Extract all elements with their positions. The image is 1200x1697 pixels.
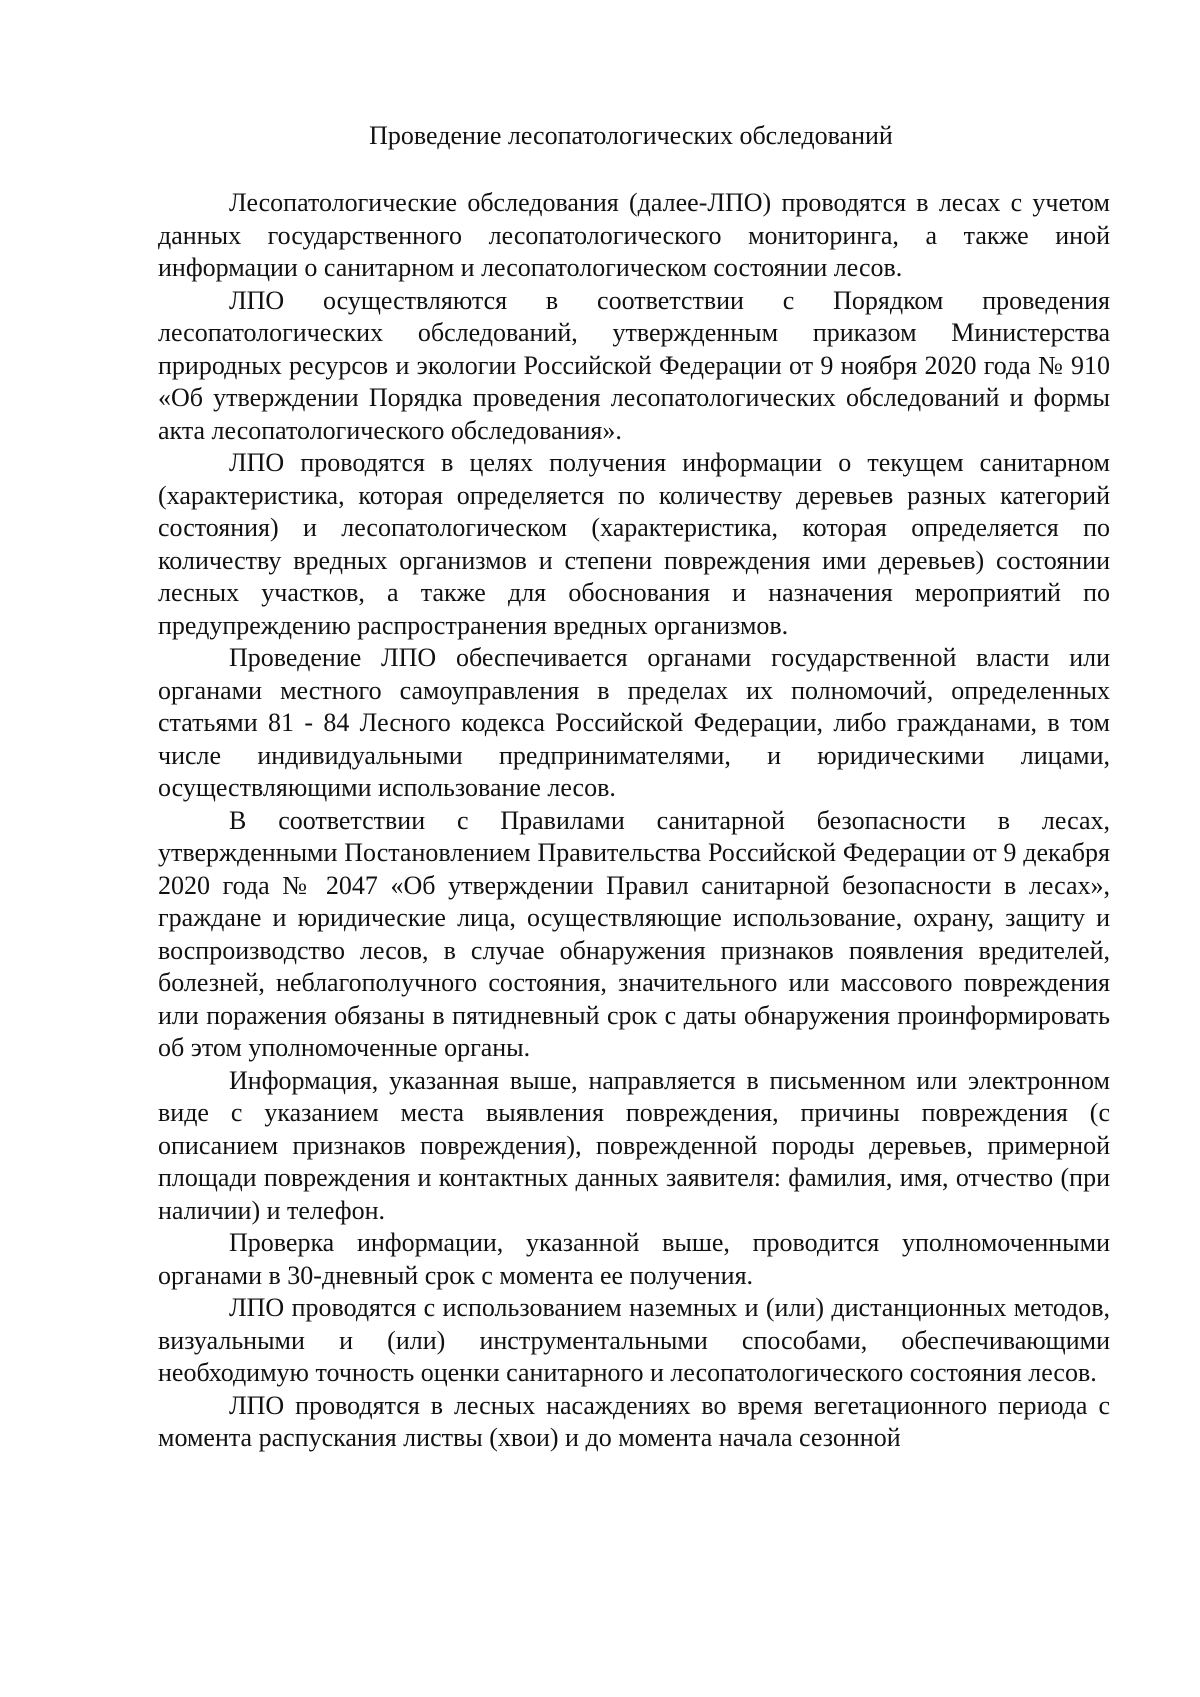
paragraph-lpo-purpose: ЛПО проводятся в целях получения информации о текущем санитарном (характеристика, которая определяется по количеству деревьев разных категорий состояния) и лесопатологическом (характеристика, которая определяется по количеству вредных организмов и степени повреждения ими деревьев) состоянии лесных участков, а также для обоснования и назначения мероприятий по предупреждению распространения вредных организмов. (158, 448, 1110, 640)
document-body (158, 187, 1110, 1455)
paragraph-information-submission: Информация, указанная выше, направляется в письменном или электронном виде с указанием места выявления повреждения, причины повреждения (с описанием признаков повреждения), поврежденной породы деревьев, примерной площади повреждения и контактных данных заявителя: фамилия, имя, отчество (при наличии) и телефон. (158, 1065, 1110, 1225)
paragraph-lpo-methods: ЛПО проводятся с использованием наземных и (или) дистанционных методов, визуальными и (или) инструментальными способами, обеспечивающими необходимую точность оценки санитарного и лесопатологического состояния лесов. (158, 1293, 1110, 1387)
paragraph-information-check: Проверка информации, указанной выше, проводится уполномоченными органами в 30-дневный срок с момента ее получения. (158, 1228, 1110, 1290)
paragraph-lpo-definition: Лесопатологические обследования (далее-ЛПО) проводятся в лесах с учетом данных государственного лесопатологического мониторинга, а также иной информации о санитарном и лесопатологическом состоянии лесов. (158, 188, 1110, 282)
paragraph-sanitary-rules: В соответствии с Правилами санитарной безопасности в лесах, утвержденными Постановлением Правительства Российской Федерации от 9 декабря 2020 года № 2047 «Об утверждении Правил санитарной безопасности в лесах», граждане и юридические лица, осуществляющие использование, охрану, защиту и воспроизводство лесов, в случае обнаружения признаков появления вредителей, болезней, неблагополучного состояния, значительного или массового повреждения или поражения обязаны в пятидневный срок с даты обнаружения проинформировать об этом уполномоченные органы. (158, 805, 1110, 1062)
document-title: Проведение лесопатологических обследований (369, 121, 893, 150)
paragraph-lpo-responsibility: Проведение ЛПО обеспечивается органами государственной власти или органами местного самоуправления в пределах их полномочий, определенных статьями 81 - 84 Лесного кодекса Российской Федерации, либо гражданами, в том числе индивидуальными предпринимателями, и юридическими лицами, осуществляющими использование лесов. (158, 643, 1110, 802)
paragraph-lpo-order: ЛПО осуществляются в соответствии с Порядком проведения лесопатологических обследований, утвержденным приказом Министерства природных ресурсов и экологии Российской Федерации от 9 ноября 2020 года № 910 «Об утверждении Порядка проведения лесопатологических обследований и формы акта лесопатологического обследования». (158, 285, 1110, 445)
paragraph-lpo-period: ЛПО проводятся в лесных насаждениях во время вегетационного периода с момента распускания листвы (хвои) и до момента начала сезонной (158, 1390, 1110, 1452)
